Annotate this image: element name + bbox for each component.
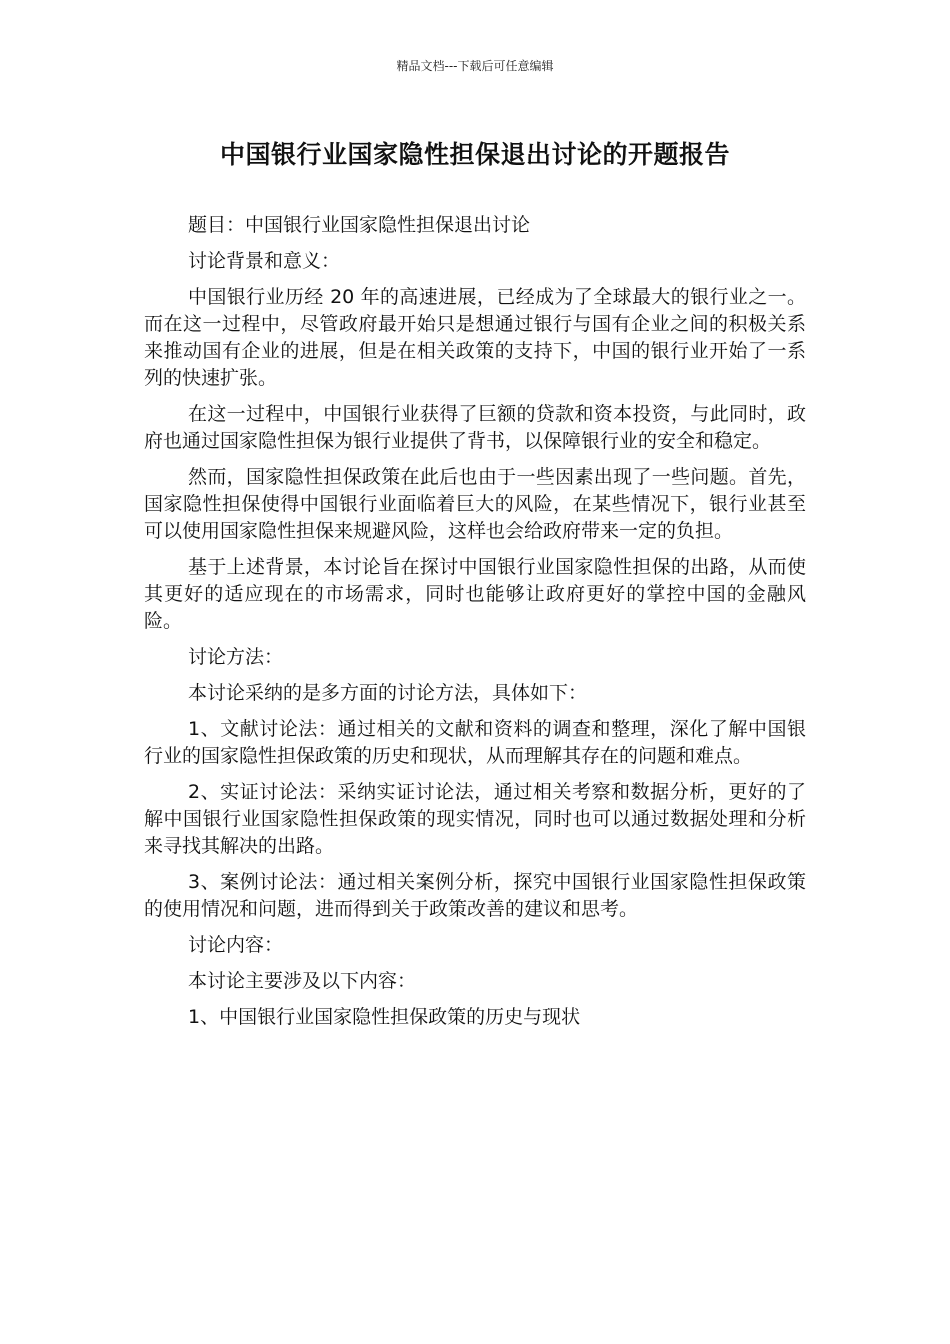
paragraph: 在这一过程中，中国银行业获得了巨额的贷款和资本投资，与此同时，政府也通过国家隐性担保为银行业提供了背书，以保障银行业的安全和稳定。 (144, 403, 806, 452)
list-item: 1、文献讨论法：通过相关的文献和资料的调查和整理，深化了解中国银行业的国家隐性担保政策的历史和现状，从而理解其存在的问题和难点。 (144, 718, 806, 767)
paragraph-content-heading: 讨论内容： (188, 934, 284, 956)
document-body (144, 212, 806, 1040)
paragraph: 基于上述背景，本讨论旨在探讨中国银行业国家隐性担保的出路，从而使其更好的适应现在的市场需求，同时也能够让政府更好的掌控中国的金融风险。 (144, 556, 806, 632)
paragraph-topic: 题目：中国银行业国家隐性担保退出讨论 (188, 214, 531, 236)
list-item: 3、案例讨论法：通过相关案例分析，探究中国银行业国家隐性担保政策的使用情况和问题，进而得到关于政策改善的建议和思考。 (144, 871, 806, 920)
list-item: 1、中国银行业国家隐性担保政策的历史与现状 (188, 1006, 581, 1028)
paragraph: 本讨论采纳的是多方面的讨论方法，具体如下： (188, 682, 588, 704)
paragraph: 然而，国家隐性担保政策在此后也由于一些因素出现了一些问题。首先，国家隐性担保使得中国银行业面临着巨大的风险，在某些情况下，银行业甚至可以使用国家隐性担保来规避风险，这样也会给政府带来一定的负担。 (144, 466, 806, 542)
paragraph-method-heading: 讨论方法： (188, 646, 284, 668)
paragraph: 本讨论主要涉及以下内容： (188, 970, 417, 992)
paragraph-background-heading: 讨论背景和意义： (188, 250, 341, 272)
paragraph: 中国银行业历经 20 年的高速进展，已经成为了全球最大的银行业之一。而在这一过程中，尽管政府最开始只是想通过银行与国有企业之间的积极关系来推动国有企业的进展，但是在相关政策的支持下，中国的银行业开始了一系列的快速扩张。 (144, 286, 806, 389)
header-note: 精品文档---下载后可任意编辑 (396, 59, 554, 73)
list-item: 2、实证讨论法：采纳实证讨论法，通过相关考察和数据分析，更好的了解中国银行业国家隐性担保政策的现实情况，同时也可以通过数据处理和分析来寻找其解决的出路。 (144, 781, 806, 857)
document-title: 中国银行业国家隐性担保退出讨论的开题报告 (219, 140, 730, 169)
